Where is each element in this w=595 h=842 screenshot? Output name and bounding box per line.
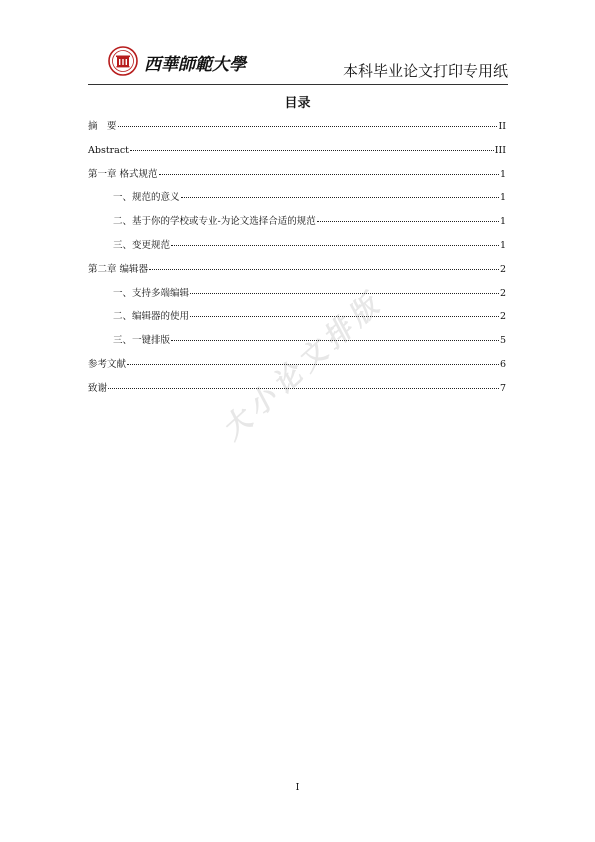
toc-entry-label: 致谢 [88,382,108,394]
toc-leader-dots [149,261,499,270]
university-logo-text: 西華師範大學 [144,55,246,75]
toc-entry-label: 摘 要 [88,121,117,132]
toc-entry-label: 第一章 格式规范 [88,168,158,180]
toc-leader-dots [127,356,499,365]
toc-leader-dots [317,213,499,222]
toc-leader-dots [181,189,499,198]
header-title: 本科毕业论文打印专用纸 [342,62,508,80]
toc-entry-label: 三、变更规范 [113,239,171,251]
university-seal-icon [108,46,138,76]
table-of-contents [88,119,506,405]
toc-entry-label: 第二章 编辑器 [88,263,149,275]
toc-entry-page: III [494,144,506,156]
toc-entry[interactable] [88,238,506,262]
toc-entry-label: 三、一键排版 [113,335,171,347]
header-divider [88,84,508,85]
toc-entry-label: 参考文献 [88,358,127,370]
toc-entry[interactable] [88,381,506,405]
toc-entry[interactable] [88,143,506,167]
toc-entry-page: 1 [499,239,506,251]
toc-leader-dots [190,308,499,317]
toc-entry-label: 一、规范的意义 [113,192,180,204]
toc-entry-label: 二、编辑器的使用 [113,311,190,323]
footer-page-number: I [295,782,300,793]
toc-entry[interactable] [88,262,506,286]
toc-leader-dots [190,285,499,294]
toc-entry[interactable] [88,190,506,214]
toc-leader-dots [130,142,494,151]
toc-entry[interactable] [88,286,506,310]
toc-leader-dots [171,332,499,341]
toc-entry-page: 2 [499,263,506,275]
toc-entry-label: 一、支持多端编辑 [113,287,190,299]
toc-entry[interactable] [88,119,506,143]
toc-entry-page: 2 [499,287,506,299]
toc-leader-dots [171,237,499,246]
toc-leader-dots [108,380,499,389]
toc-entry[interactable] [88,167,506,191]
toc-entry[interactable] [88,214,506,238]
toc-entry-page: 7 [499,382,506,394]
page-header [88,42,508,84]
toc-entry-page: 5 [499,335,506,347]
toc-entry-page: 1 [499,168,506,180]
toc-entry-page: 1 [499,192,506,204]
toc-entry[interactable] [88,333,506,357]
toc-entry[interactable] [88,309,506,333]
toc-entry-label: 二、基于你的学校或专业-为论文选择合适的规范 [113,216,316,228]
toc-entry-page: II [498,121,506,132]
toc-entry-label: Abstract [88,144,129,156]
toc-title: 目录 [284,96,311,111]
toc-leader-dots [118,118,498,127]
toc-entry-page: 1 [499,216,506,228]
toc-entry-page: 2 [499,311,506,323]
toc-entry-page: 6 [499,358,506,370]
toc-leader-dots [159,166,499,175]
watermark: 大小论文排版 [215,285,390,447]
toc-entry[interactable] [88,357,506,381]
